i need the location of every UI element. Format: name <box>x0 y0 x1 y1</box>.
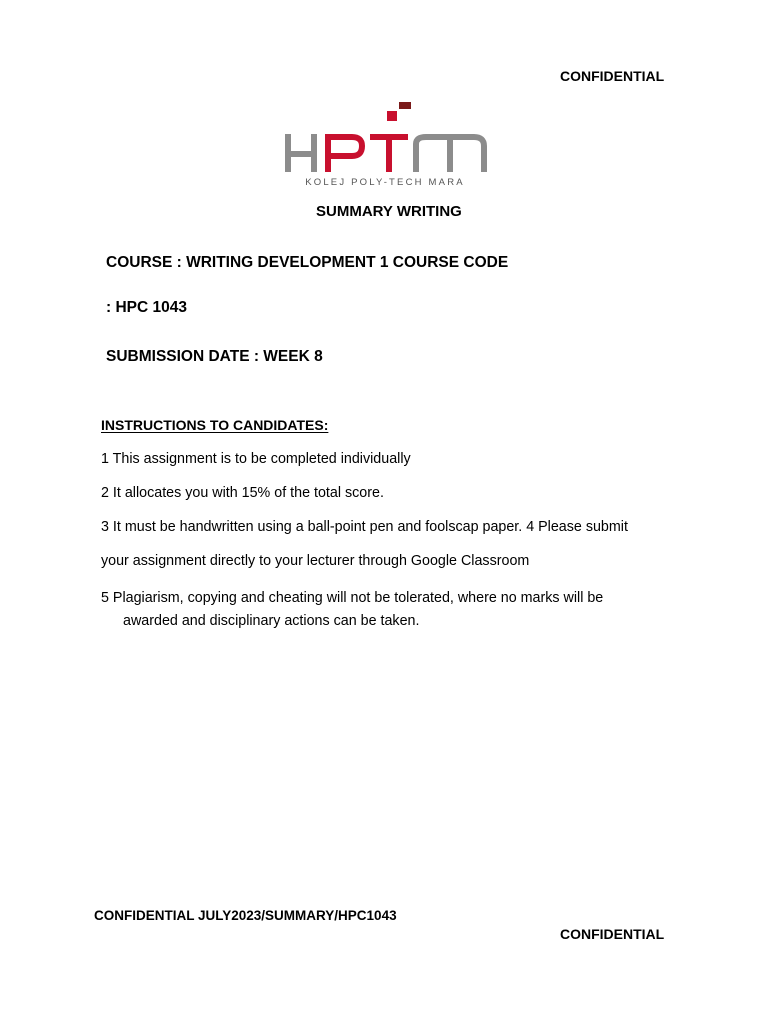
logo-letter-k <box>288 134 314 172</box>
document-title: SUMMARY WRITING <box>316 203 462 220</box>
logo-letter-m <box>416 137 484 172</box>
instructions-heading: INSTRUCTIONS TO CANDIDATES: <box>101 417 329 433</box>
instruction-line: your assignment directly to your lecturer through Google Classroom <box>101 553 530 569</box>
instruction-line-continuation: awarded and disciplinary actions can be taken. <box>123 613 420 629</box>
course-code-line: : HPC 1043 <box>106 299 187 316</box>
submission-date-line: SUBMISSION DATE : WEEK 8 <box>106 348 323 365</box>
instruction-line: 3 It must be handwritten using a ball-point pen and foolscap paper. 4 Please submit <box>101 519 628 535</box>
instruction-line: 1 This assignment is to be completed individually <box>101 451 411 467</box>
logo-square-dark <box>399 102 411 109</box>
instruction-line: 2 It allocates you with 15% of the total score. <box>101 485 384 501</box>
confidential-header: CONFIDENTIAL <box>560 68 665 84</box>
footer-reference: CONFIDENTIAL JULY2023/SUMMARY/HPC1043 <box>94 908 397 923</box>
logo-square-red <box>387 111 397 121</box>
confidential-footer: CONFIDENTIAL <box>560 926 665 942</box>
kptm-logo <box>280 100 490 188</box>
logo-tagline: KOLEJ POLY-TECH MARA <box>305 177 465 188</box>
kptm-logo-graphic <box>280 100 490 188</box>
course-line: COURSE : WRITING DEVELOPMENT 1 COURSE CODE <box>106 254 509 271</box>
logo-letter-p <box>328 134 362 172</box>
logo-letter-t <box>370 137 408 172</box>
instruction-line: 5 Plagiarism, copying and cheating will not be tolerated, where no marks will be <box>101 590 604 606</box>
